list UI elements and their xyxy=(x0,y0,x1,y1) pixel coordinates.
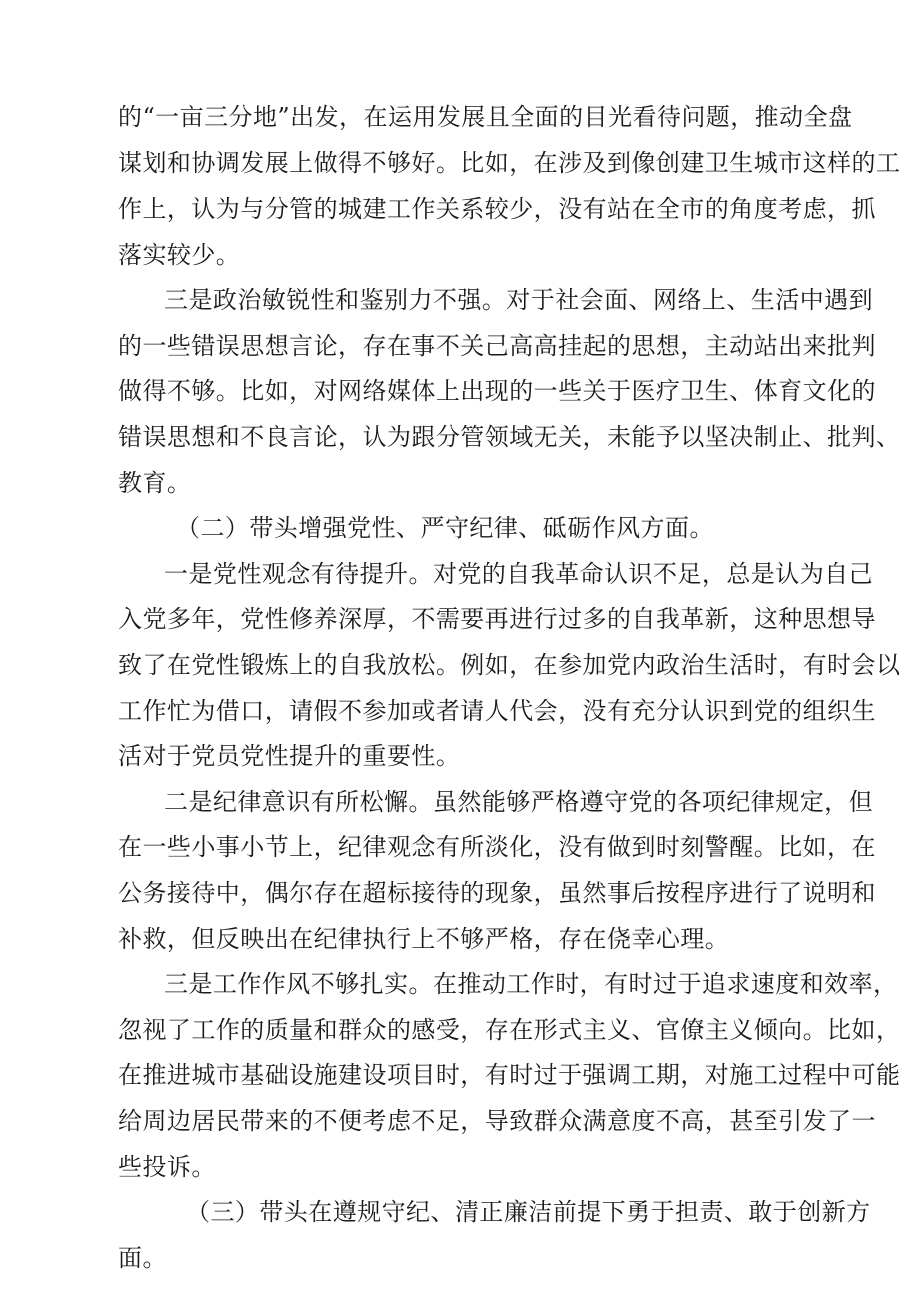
text-line: 些投诉。 xyxy=(118,1153,216,1181)
text-line: 的一些错误思想言论，存在事不关己高高挂起的思想，主动站出来批判 xyxy=(118,332,876,360)
text-line: 谋划和协调发展上做得不够好。比如，在涉及到像创建卫生城市这样的工 xyxy=(118,149,901,177)
text-line: 落实较少。 xyxy=(118,241,241,269)
text-line: 补救，但反映出在纪律执行上不够严格，存在侥幸心理。 xyxy=(118,925,730,953)
text-line: 入党多年，党性修养深厚，不需要再进行过多的自我革新，这种思想导 xyxy=(118,605,876,633)
paragraph-first-line: 三是政治敏锐性和鉴别力不强。对于社会面、网络上、生活中遇到 xyxy=(164,286,874,314)
text-line: 工作忙为借口，请假不参加或者请人代会，没有充分认识到党的组织生 xyxy=(118,697,876,725)
paragraph-first-line: 三是工作作风不够扎实。在推动工作时，有时过于追求速度和效率， xyxy=(164,970,898,998)
paragraph-first-line: 二是纪律意识有所松懈。虽然能够严格遵守党的各项纪律规定，但 xyxy=(164,788,874,816)
text-line: 作上，认为与分管的城建工作关系较少，没有站在全市的角度考虑，抓 xyxy=(118,195,876,223)
text-line: 在一些小事小节上，纪律观念有所淡化，没有做到时刻警醒。比如，在 xyxy=(118,833,876,861)
text-line: 面。 xyxy=(118,1244,167,1272)
text-line: 做得不够。比如，对网络媒体上出现的一些关于医疗卫生、体育文化的 xyxy=(118,377,876,405)
text-line: 的“一亩三分地”出发，在运用发展且全面的目光看待问题，推动全盘 xyxy=(118,103,853,131)
section-heading: （二）带头增强党性、严守纪律、砥砺作风方面。 xyxy=(176,514,714,542)
section-heading: （三）带头在遵规守纪、清正廉洁前提下勇于担责、敢于创新方 xyxy=(186,1198,871,1226)
text-line: 在推进城市基础设施建设项目时，有时过于强调工期，对施工过程中可能 xyxy=(118,1061,901,1089)
text-line: 给周边居民带来的不便考虑不足，导致群众满意度不高，甚至引发了一 xyxy=(118,1107,876,1135)
text-line: 忽视了工作的质量和群众的感受，存在形式主义、官僚主义倾向。比如， xyxy=(118,1016,901,1044)
text-line: 公务接待中，偶尔存在超标接待的现象，虽然事后按程序进行了说明和 xyxy=(118,879,876,907)
text-line: 致了在党性锻炼上的自我放松。例如，在参加党内政治生活时，有时会以 xyxy=(118,651,901,679)
text-line: 教育。 xyxy=(118,469,192,497)
text-line: 错误思想和不良言论，认为跟分管领域无关，未能予以坚决制止、批判、 xyxy=(118,423,901,451)
paragraph-first-line: 一是党性观念有待提升。对党的自我革命认识不足，总是认为自己 xyxy=(164,560,874,588)
text-line: 活对于党员党性提升的重要性。 xyxy=(118,742,461,770)
